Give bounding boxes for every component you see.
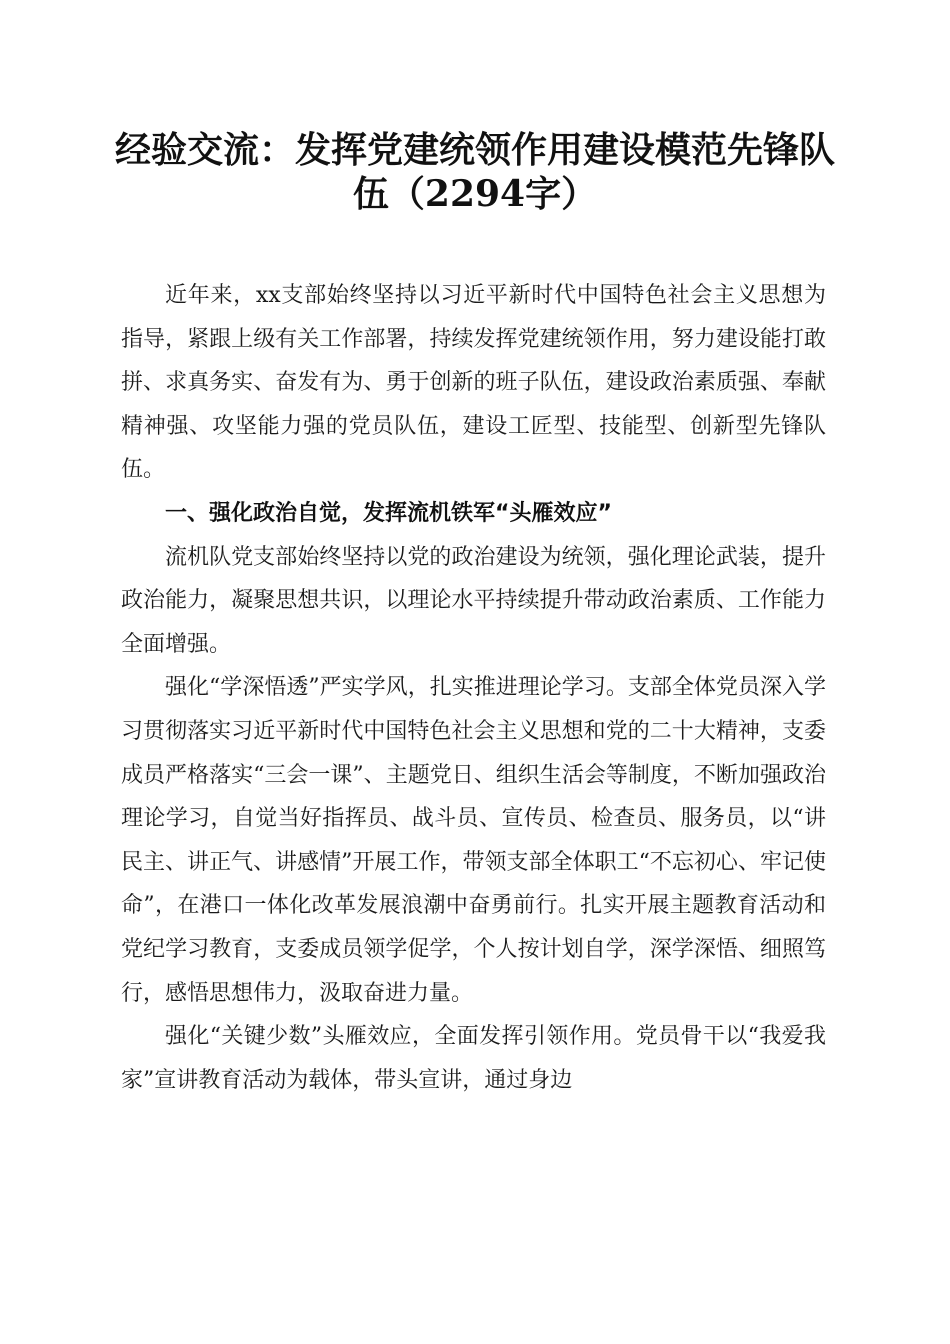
document-title: 经验交流：发挥党建统领作用建设模范先锋队伍（2294字） [114, 129, 835, 215]
intro-paragraph: 近年来，xx支部始终坚持以习近平新时代中国特色社会主义思想为指导，紧跟上级有关工作部署，持续发挥党建统领作用，努力建设能打敢拼、求真务实、奋发有为、勇于创新的班子队伍，建设政治素质强、奉献精神强、攻坚能力强的党员队伍，建设工匠型、技能型、创新型先锋队伍。 [121, 283, 826, 483]
body-paragraph: 流机队党支部始终坚持以党的政治建设为统领，强化理论武装，提升政治能力，凝聚思想共识，以理论水平持续提升带动政治素质、工作能力全面增强。 [121, 544, 826, 657]
body-paragraph: 强化“关键少数”头雁效应，全面发挥引领作用。党员骨干以“我爱我家”宣讲教育活动为载体，带头宣讲，通过身边 [121, 1024, 826, 1093]
section-heading: 一、强化政治自觉，发挥流机铁军“头雁效应” [165, 500, 612, 526]
body-paragraph: 强化“学深悟透”严实学风，扎实推进理论学习。支部全体党员深入学习贯彻落实习近平新时代中国特色社会主义思想和党的二十大精神，支委成员严格落实“三会一课”、主题党日、组织生活会等制度，不断加强政治理论学习，自觉当好指挥员、战斗员、宣传员、检查员、服务员，以“讲民主、讲正气、讲感情”开展工作，带领支部全体职工“不忘初心、牢记使命”，在港口一体化改革发展浪潮中奋勇前行。扎实开展主题教育活动和党纪学习教育，支委成员领学促学，个人按计划自学，深学深悟、细照笃行，感悟思想伟力，汲取奋进力量。 [121, 675, 826, 1006]
document-body [121, 274, 826, 1102]
